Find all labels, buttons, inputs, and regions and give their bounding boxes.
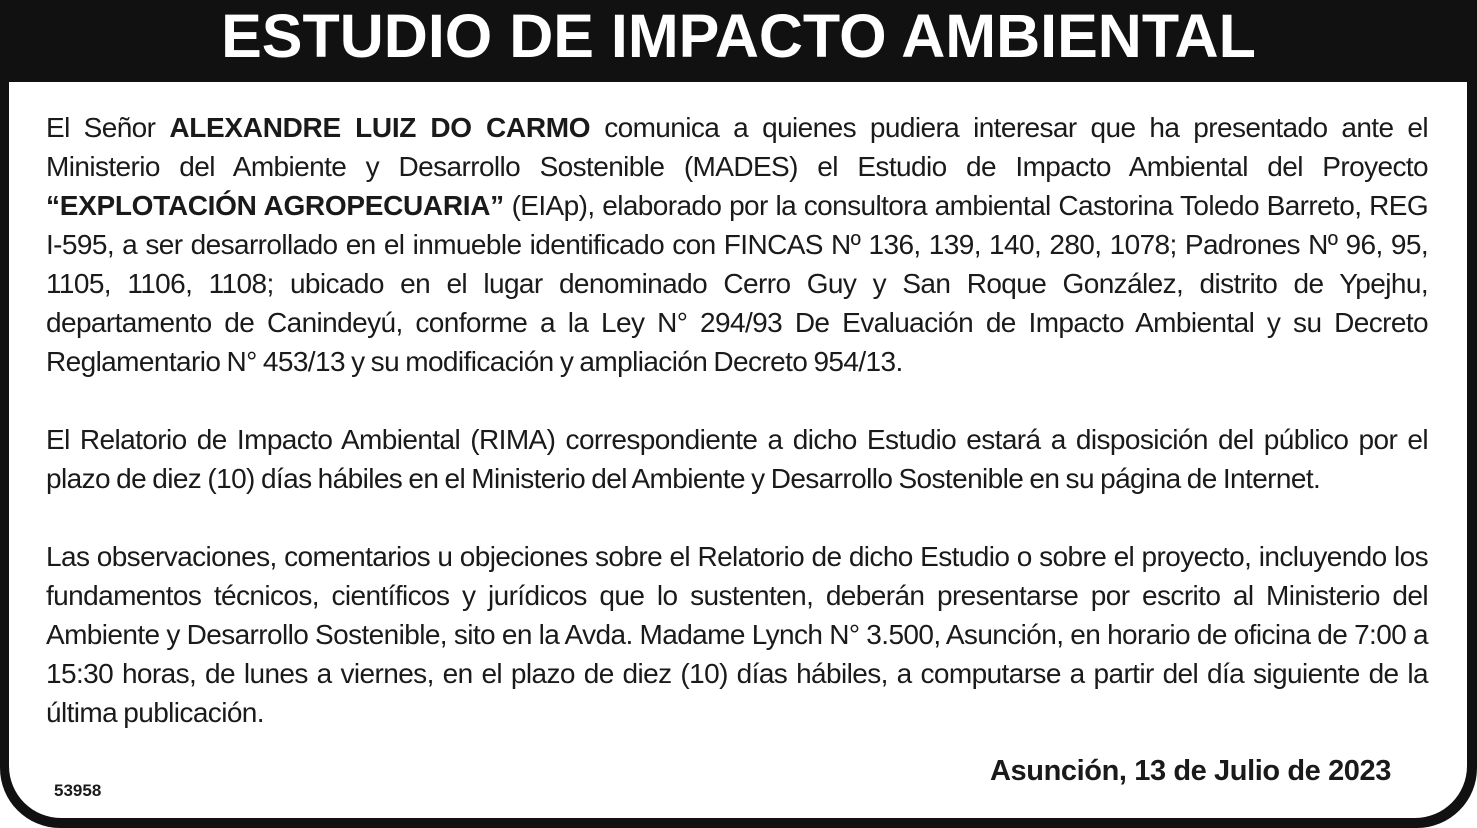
paragraph-text-b: (EIAp), elaborado por la consultora ambiental Castorina Toledo Barreto, REG I-595, a ser desarrollado en el inmueble identificado con FINCAS Nº 136, 139, 140, 280, 1078; Padrones Nº 96, 95, 1105, 1106, 1108; ubicado en el lugar denominado Cerro Guy y San Roque González, distrito de Ypejhu, departamento de Canindeyú, conforme a la Ley N° 294/93 De Evaluación de Impacto Ambiental y su Decreto Reglamentario N° 453/13 y su modificación y ampliación Decreto 954/13. xyxy=(46,190,1429,377)
notice-body xyxy=(46,108,1428,732)
notice-title: ESTUDIO DE IMPACTO AMBIENTAL xyxy=(221,2,1256,70)
paragraph-intro: El Señor xyxy=(46,112,170,143)
paragraph-applicant xyxy=(46,108,1428,381)
notice-code: 53958 xyxy=(54,781,102,800)
paragraph-text-a: comunica a quienes pudiera interesar que ha presentado ante el Ministerio del Ambiente y Desarrollo Sostenible (MADES) el Estudio de Impacto Ambiental del Proyecto xyxy=(46,112,1428,182)
paragraph-rima: El Relatorio de Impacto Ambiental (RIMA) correspondiente a dicho Estudio estará a disposición del público por el plazo de diez (10) días hábiles en el Ministerio del Ambiente y Desarrollo Sostenible en su página de Internet. xyxy=(46,424,1428,494)
notice-date: Asunción, 13 de Julio de 2023 xyxy=(990,755,1391,787)
paragraph-observations: Las observaciones, comentarios u objeciones sobre el Relatorio de dicho Estudio o sobre el proyecto, incluyendo los fundamentos técnicos, científicos y jurídicos que lo sustenten, deberán presentarse por escrito al Ministerio del Ambiente y Desarrollo Sostenible, sito en la Avda. Madame Lynch N° 3.500, Asunción, en horario de oficina de 7:00 a 15:30 horas, de lunes a viernes, en el plazo de diez (10) días hábiles, a computarse a partir del día siguiente de la última publicación. xyxy=(46,541,1428,728)
project-name: “EXPLOTACIÓN AGROPECUARIA” xyxy=(46,190,504,221)
applicant-name: ALEXANDRE LUIZ DO CARMO xyxy=(169,112,591,143)
